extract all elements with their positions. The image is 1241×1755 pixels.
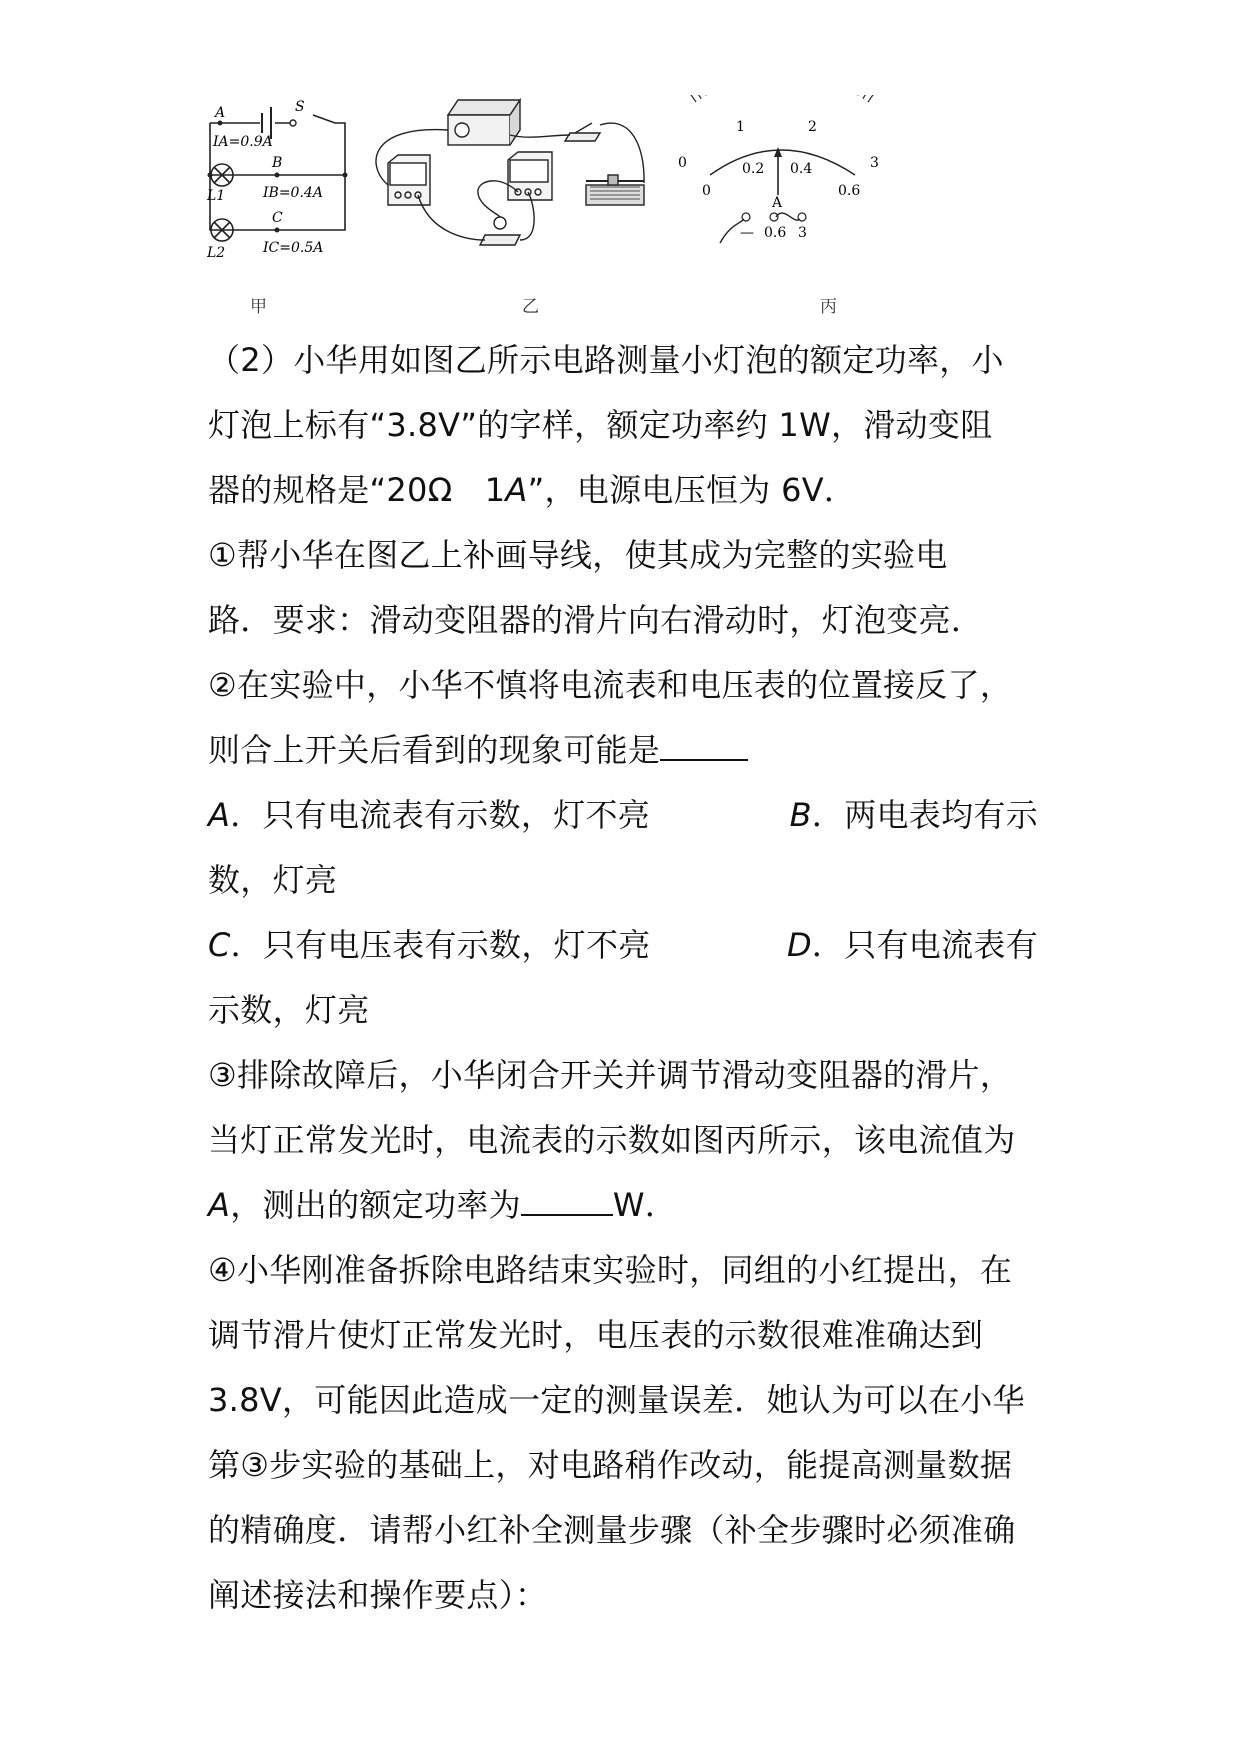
q1-line-1: ①帮小华在图乙上补画导线，使其成为完整的实验电 <box>208 536 948 574</box>
ammeter-dial-bing <box>670 95 900 265</box>
q2-line-1: ②在实验中，小华不慎将电流表和电压表的位置接反了， <box>208 666 1013 704</box>
label-a: A <box>215 105 226 121</box>
label-ib: IB=0.4A <box>263 185 323 201</box>
unit-label: A <box>772 195 783 211</box>
scale-bottom-3: 0.6 <box>838 183 861 199</box>
p2-line-3 <box>208 458 1038 523</box>
options-row-cd <box>208 913 1038 978</box>
q3-line-3 <box>208 1173 1038 1238</box>
p2-line-3a: 器的规格是“20Ω 1 <box>208 471 506 509</box>
scale-bottom-0: 0 <box>702 183 711 199</box>
q4-line-4: 第③步实验的基础上，对电路稍作改动，能提高测量数据 <box>208 1446 1013 1484</box>
dial-tick <box>863 95 866 99</box>
label-l2: L2 <box>207 245 226 261</box>
option-b-letter: B <box>789 796 812 834</box>
option-d-letter: D <box>786 926 812 964</box>
answer-blank-q2[interactable] <box>660 719 748 761</box>
option-d-continued: 示数，灯亮 <box>208 991 370 1029</box>
option-d[interactable] <box>787 913 1038 978</box>
option-c-text: ．只有电压表有示数，灯不亮 <box>230 926 651 964</box>
label-c: C <box>272 210 283 226</box>
option-a[interactable] <box>208 783 650 848</box>
scale-top-3: 3 <box>870 155 879 171</box>
dial-tick <box>868 95 875 102</box>
p2-line-1: （2）小华用如图乙所示电路测量小灯泡的额定功率，小 <box>208 341 1004 379</box>
label-ic: IC=0.5A <box>263 240 324 256</box>
q3-line-3a: ，测出的额定功率为 <box>230 1186 521 1224</box>
caption-yi: 乙 <box>522 297 539 317</box>
dial-tick <box>698 95 701 99</box>
caption-bing: 丙 <box>820 297 837 317</box>
scale-bottom-2: 0.4 <box>790 161 813 177</box>
q4-line-5: 的精确度．请帮小红补全测量步骤（补全步骤时必须准确 <box>208 1511 1016 1549</box>
figure-row <box>205 95 1045 320</box>
circuit-diagram-jia <box>205 95 355 265</box>
q4-line-3: 3.8V，可能因此造成一定的测量误差．她认为可以在小华 <box>208 1381 1025 1419</box>
options-row-ab <box>208 783 1038 848</box>
caption-jia: 甲 <box>250 297 267 317</box>
unit-a-italic: A <box>505 471 528 509</box>
option-d-text: ．只有电流表有 <box>811 926 1038 964</box>
label-l1: L1 <box>207 188 226 204</box>
answer-blank-power[interactable] <box>521 1174 613 1216</box>
terminal-minus: — <box>740 225 754 241</box>
q2-line-2 <box>208 718 1038 783</box>
option-a-letter: A <box>208 796 231 834</box>
question-body <box>208 328 1038 1628</box>
q3-line-2: 当灯正常发光时，电流表的示数如图丙所示，该电流值为 <box>208 1121 1016 1159</box>
label-ia: IA=0.9A <box>213 134 273 150</box>
terminal-3: 3 <box>798 225 807 241</box>
option-c-letter: C <box>208 926 231 964</box>
scale-top-1: 1 <box>736 119 745 135</box>
q3-line-3b: W． <box>612 1186 678 1224</box>
q3-unit-a: A <box>208 1186 231 1224</box>
option-b[interactable] <box>790 783 1038 848</box>
p2-line-2: 灯泡上标有“3.8V”的字样，额定功率约 1W，滑动变阻 <box>208 406 993 444</box>
scale-bottom-1: 0.2 <box>742 161 765 177</box>
scale-top-2: 2 <box>808 119 817 135</box>
q1-line-2: 路．要求：滑动变阻器的滑片向右滑动时，灯泡变亮． <box>208 601 984 639</box>
q4-line-6: 阐述接法和操作要点）： <box>208 1576 548 1614</box>
q4-line-1: ④小华刚准备拆除电路结束实验时，同组的小红提出，在 <box>208 1251 1013 1289</box>
label-b: B <box>272 155 283 171</box>
option-b-text: ．两电表均有示 <box>811 796 1038 834</box>
label-s: S <box>295 99 305 115</box>
option-a-text: ．只有电流表有示数，灯不亮 <box>230 796 651 834</box>
option-b-continued: 数，灯亮 <box>208 861 338 899</box>
q2-line-2-text: 则合上开关后看到的现象可能是 <box>208 731 661 769</box>
q3-line-1: ③排除故障后，小华闭合开关并调节滑动变阻器的滑片， <box>208 1056 1013 1094</box>
scale-top-0: 0 <box>678 155 687 171</box>
terminal-06: 0.6 <box>764 225 787 241</box>
option-c[interactable] <box>208 913 651 978</box>
dial-tick <box>689 95 696 102</box>
q4-line-2: 调节滑片使灯正常发光时，电压表的示数很难准确达到 <box>208 1316 984 1354</box>
apparatus-diagram-yi <box>360 95 670 265</box>
p2-line-3b: ”，电源电压恒为 6V． <box>527 471 857 509</box>
